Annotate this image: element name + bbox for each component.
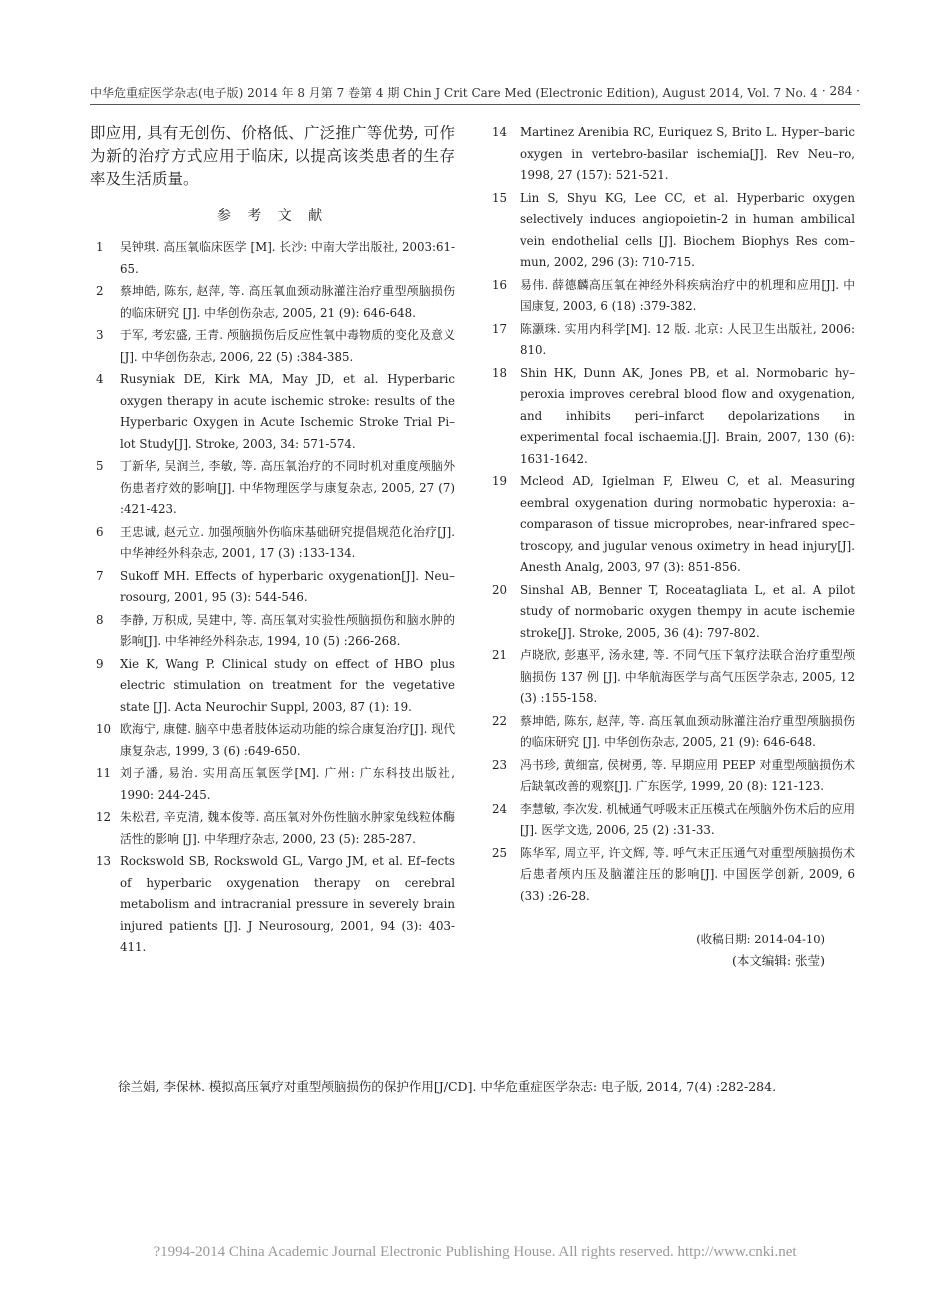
reference-text: 丁新华, 吴润兰, 李敏, 等. 高压氧治疗的不同时机对重度颅脑外伤患者疗效的影响[J]. 中华物理医学与康复杂志, 2005, 27 (7) :421-423.	[120, 459, 455, 516]
reference-number: 23	[492, 757, 508, 772]
reference-number: 12	[96, 810, 112, 824]
page-number: · 284 ·	[821, 84, 860, 98]
reference-item	[90, 325, 455, 368]
reference-item	[490, 711, 855, 754]
reference-text: Mcleod AD, Igielman F, Elweu C, et al. Measuring eembral oxygenation during normobatic hyperoxia: a–comparason of tissue microprobes, near-infrared spec–troscopy, and jugular venous oximetry in head injury[J]. Anesth Analg, 2003, 97 (3): 851-856.	[520, 474, 855, 574]
reference-text: 吴钟琪. 高压氧临床医学 [M]. 长沙: 中南大学出版社, 2003:61-65.	[120, 240, 455, 276]
reference-text: Shin HK, Dunn AK, Jones PB, et al. Normobaric hy–peroxia improves cerebral blood flow and oxygenation, and inhibits peri–infarct depolarizations in experimental focal ischaemia.[J]. Brain, 2007, 130 (6): 1631-1642.	[520, 365, 855, 466]
reference-number: 2	[96, 284, 104, 298]
reference-item	[90, 719, 455, 762]
reference-number: 5	[96, 459, 104, 473]
article-citation: 徐兰娟, 李保林. 模拟高压氧疗对重型颅脑损伤的保护作用[J/CD]. 中华危重症医学杂志: 电子版, 2014, 7(4) :282-284.	[118, 1079, 777, 1094]
reference-text: 蔡坤皓, 陈东, 赵萍, 等. 高压氧血颈动脉灌注治疗重型颅脑损伤的临床研究 [J]. 中华创伤杂志, 2005, 21 (9): 646-648.	[120, 284, 455, 320]
journal-line: 中华危重症医学杂志(电子版) 2014 年 8 月第 7 卷第 4 期 Chin J Crit Care Med (Electronic Edition), August 2014, Vol. 7 No. 4	[90, 86, 818, 100]
reference-text: 欧海宁, 康健. 脑卒中患者肢体运动功能的综合康复治疗[J]. 现代康复杂志, 1999, 3 (6) :649-650.	[120, 722, 455, 758]
header-rule	[90, 104, 860, 105]
reference-item	[90, 566, 455, 609]
reference-item	[90, 237, 455, 280]
reference-number: 21	[492, 648, 508, 662]
reference-text: 李慧敏, 李次发. 机械通气呼吸末正压模式在颅脑外伤术后的应用[J]. 医学文选, 2006, 25 (2) :31-33.	[520, 801, 855, 837]
reference-item	[90, 851, 455, 959]
reference-item	[490, 363, 855, 471]
editor-note: (本文编辑: 张莹)	[732, 953, 825, 968]
reference-text: 刘子潘, 易治. 实用高压氧医学[M]. 广州: 广东科技出版社, 1990: 244-245.	[120, 766, 455, 802]
reference-number: 19	[492, 474, 508, 488]
reference-item	[90, 763, 455, 806]
reference-text: 王忠诚, 赵元立. 加强颅脑外伤临床基础研究提倡规范化治疗[J]. 中华神经外科杂志, 2001, 17 (3) :133-134.	[120, 524, 455, 560]
reference-text: 蔡坤皓, 陈东, 赵萍, 等. 高压氧血颈动脉灌注治疗重型颅脑损伤的临床研究 [J]. 中华创伤杂志, 2005, 21 (9): 646-648.	[520, 713, 855, 749]
reference-item	[490, 799, 855, 842]
reference-text: Sinshal AB, Benner T, Roceatagliata L, et al. A pilot study of normobaric oxygen thempy in acute ischemie stroke[J]. Stroke, 2005, 36 (4): 797-802.	[520, 582, 855, 640]
reference-item	[490, 645, 855, 710]
reference-text: Sukoff MH. Effects of hyperbaric oxygenation[J]. Neu–rosourg, 2001, 95 (3): 544-546.	[120, 568, 455, 604]
reference-text: Xie K, Wang P. Clinical study on effect of HBO plus electric stimulation on treatment for the vegetative state [J]. Acta Neurochir Suppl, 2003, 87 (1): 19.	[120, 656, 455, 714]
reference-text: Martinez Arenibia RC, Euriquez S, Brito L. Hyper–baric oxygen in vertebro-basilar ischemia[J]. Rev Neu–ro, 1998, 27 (157): 521-521.	[520, 125, 855, 182]
receipt-date: (收稿日期: 2014-04-10)	[696, 932, 825, 946]
reference-text: Lin S, Shyu KG, Lee CC, et al. Hyperbaric oxygen selectively induces angiopoietin-2 in human ambilical vein endothelial cells [J]. Biochem Biophys Res com–mun, 2002, 296 (3): 710-715.	[520, 190, 855, 269]
reference-text: 陈灏珠. 实用内科学[M]. 12 版. 北京: 人民卫生出版社, 2006: 810.	[520, 321, 855, 357]
reference-number: 8	[96, 612, 104, 627]
reference-text: Rockswold SB, Rockswold GL, Vargo JM, et al. Ef–fects of hyperbaric oxygenation therapy on cerebral metabolism and intracranial pressure in severely brain injured patients [J]. J Neurosourg, 2001, 94 (3): 403-411.	[120, 854, 455, 954]
reference-number: 15	[492, 190, 508, 205]
reference-number: 11	[96, 766, 112, 780]
references-list-right	[490, 122, 855, 907]
reference-item	[90, 456, 455, 521]
reference-item	[90, 610, 455, 653]
reference-number: 24	[492, 801, 508, 816]
reference-text: 冯书珍, 黄细富, 侯树勇, 等. 早期应用 PEEP 对重型颅脑损伤术后缺氧改善的观察[J]. 广东医学, 1999, 20 (8): 121-123.	[520, 757, 855, 793]
reference-item	[490, 319, 855, 362]
reference-number: 10	[96, 722, 112, 736]
reference-item	[490, 188, 855, 274]
body-continuation: 即应用, 具有无创伤、价格低、广泛推广等优势, 可作为新的治疗方式应用于临床, 以提高该类患者的生存率及生活质量。	[90, 124, 455, 188]
reference-item	[490, 275, 855, 318]
reference-text: 于军, 考宏盛, 王青. 颅脑损伤后反应性氧中毒物质的变化及意义[J]. 中华创伤杂志, 2006, 22 (5) :384-385.	[120, 328, 455, 364]
reference-item	[90, 522, 455, 565]
running-header	[90, 84, 860, 101]
references-title: 参 考 文 献	[216, 208, 329, 224]
copyright-footer: ?1994-2014 China Academic Journal Electronic Publishing House. All rights reserved. http://www.cnki.net	[153, 1244, 797, 1260]
reference-text: 朱松君, 辛克清, 魏本俊等. 高压氧对外伤性脑水肿家兔线粒体酶活性的影响 [J]. 中华理疗杂志, 2000, 23 (5): 285-287.	[120, 810, 455, 846]
reference-item	[490, 843, 855, 908]
references-list-left	[90, 237, 455, 959]
reference-text: 易伟. 薛德麟高压氧在神经外科疾病治疗中的机理和应用[J]. 中国康复, 2003, 6 (18) :379-382.	[520, 277, 855, 313]
reference-text: Rusyniak DE, Kirk MA, May JD, et al. Hyperbaric oxygen therapy in acute ischemic stroke: results of the Hyperbaric Oxygen in Acute Ischemic Stroke Trial Pi–lot Study[J]. Stroke, 2003, 34: 571-574.	[120, 372, 455, 451]
reference-number: 7	[96, 568, 104, 583]
reference-number: 1	[96, 240, 104, 254]
reference-text: 陈华军, 周立平, 许文辉, 等. 呼气末正压通气对重型颅脑损伤术后患者颅内压及脑灌注压的影响[J]. 中国医学创新, 2009, 6 (33) :26-28.	[520, 845, 855, 903]
reference-number: 20	[492, 582, 508, 597]
reference-number: 14	[492, 125, 508, 139]
right-column	[490, 122, 855, 972]
reference-item	[490, 122, 855, 187]
reference-number: 9	[96, 656, 104, 671]
reference-item	[490, 471, 855, 579]
reference-number: 6	[96, 524, 104, 539]
reference-item	[90, 807, 455, 850]
reference-number: 25	[492, 845, 508, 860]
reference-number: 13	[96, 854, 112, 868]
reference-item	[490, 580, 855, 645]
reference-number: 3	[96, 328, 104, 342]
reference-item	[490, 755, 855, 798]
left-column	[90, 122, 455, 960]
reference-number: 18	[492, 365, 508, 380]
reference-number: 16	[492, 277, 508, 292]
reference-text: 李静, 万积成, 吴建中, 等. 高压氧对实验性颅脑损伤和脑水肿的影响[J]. 中华神经外科杂志, 1994, 10 (5) :266-268.	[120, 612, 455, 648]
reference-text: 卢晓欣, 彭惠平, 汤永建, 等. 不同气压下氧疗法联合治疗重型颅脑损伤 137 例 [J]. 中华航海医学与高气压医学杂志, 2005, 12 (3) :155-158.	[520, 648, 855, 705]
reference-number: 22	[492, 713, 508, 728]
reference-item	[90, 281, 455, 324]
reference-number: 4	[96, 372, 104, 386]
reference-number: 17	[492, 321, 508, 336]
reference-item	[90, 369, 455, 455]
reference-item	[90, 654, 455, 719]
